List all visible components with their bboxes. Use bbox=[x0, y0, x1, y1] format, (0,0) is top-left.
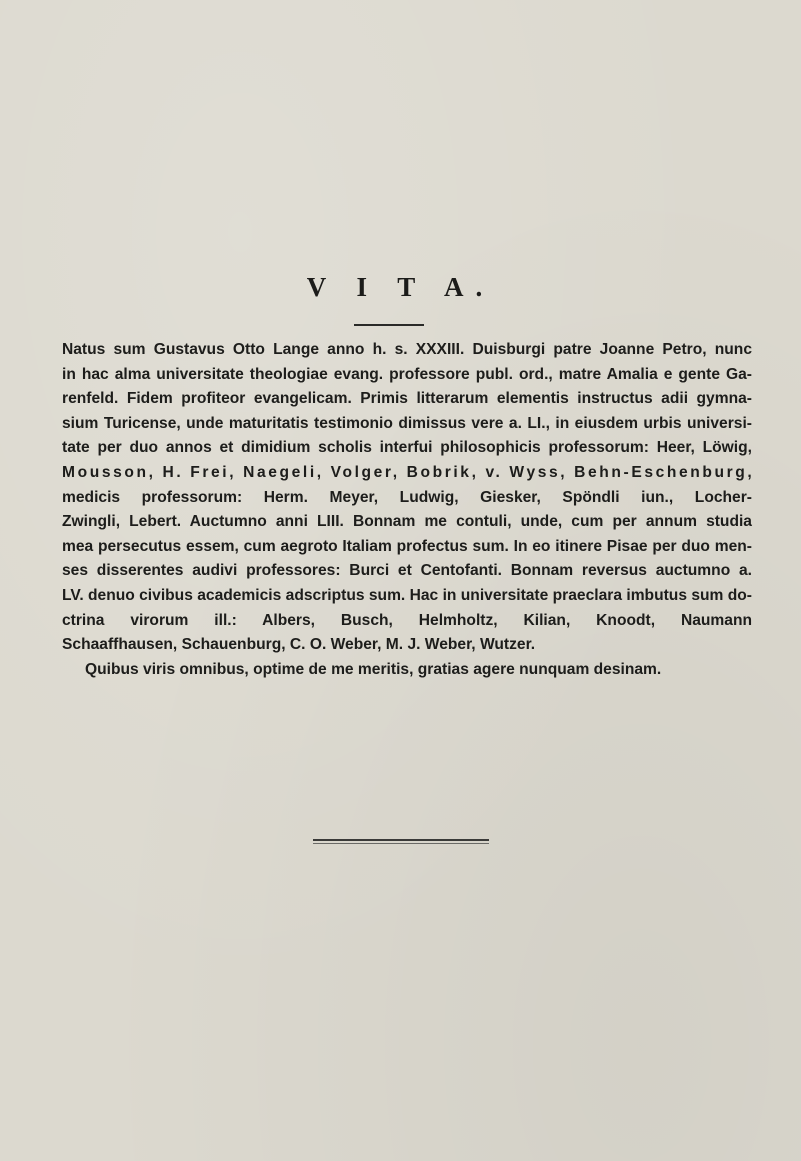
text-line-14: Quibus viris omnibus, optime de me meritis, gratias agere nunquam desinam. bbox=[85, 660, 662, 678]
text-line-8: Zwingli, Lebert. Auctumno anni LIII. Bonnam me contuli, unde, cum per annum studia bbox=[62, 513, 752, 531]
text-line-11: LV. denuo civibus academicis adscriptus sum. Hac in universitate praeclara imbutus sum do- bbox=[62, 586, 752, 604]
text-line-13: Schaaffhausen, Schauenburg, C. O. Weber, M. J. Weber, Wutzer. bbox=[62, 636, 536, 654]
text-line-3: renfeld. Fidem profiteor evangelicam. Primis litterarum elementis instructus adii gymna- bbox=[62, 390, 752, 408]
text-line-7: medicis professorum: Herm. Meyer, Ludwig, Giesker, Spöndli iun., Locher- bbox=[62, 488, 752, 506]
text-line-10: ses disserentes audivi professores: Burci et Centofanti. Bonnam reversus auctumno a. bbox=[62, 562, 752, 580]
title-underline bbox=[354, 324, 424, 326]
text-line-9: mea persecutus essem, cum aegroto Italiam profectus sum. In eo itinere Pisae per duo men- bbox=[62, 537, 752, 555]
text-line-4: sium Turicense, unde maturitatis testimonio dimissus vere a. LI., in eiusdem urbis universi- bbox=[62, 414, 752, 432]
text-line-6: Mousson, H. Frei, Naegeli, Volger, Bobrik, v. Wyss, Behn-Eschenburg, bbox=[62, 463, 755, 481]
text-line-12: ctrina virorum ill.: Albers, Busch, Helmholtz, Kilian, Knoodt, Naumann bbox=[62, 611, 752, 629]
closing-rule bbox=[313, 839, 489, 841]
closing-rule-thin bbox=[313, 843, 489, 844]
text-line-5: tate per duo annos et dimidium scholis interfui philosophicis professorum: Heer, Löwig, bbox=[62, 439, 752, 457]
text-line-2: in hac alma universitate theologiae evang. professore publ. ord., matre Amalia e gente Ga- bbox=[62, 365, 752, 383]
page-title: V I T A. bbox=[306, 272, 495, 302]
text-line-1: Natus sum Gustavus Otto Lange anno h. s. XXXIII. Duisburgi patre Joanne Petro, nunc bbox=[62, 341, 752, 358]
vita-body bbox=[62, 338, 755, 682]
